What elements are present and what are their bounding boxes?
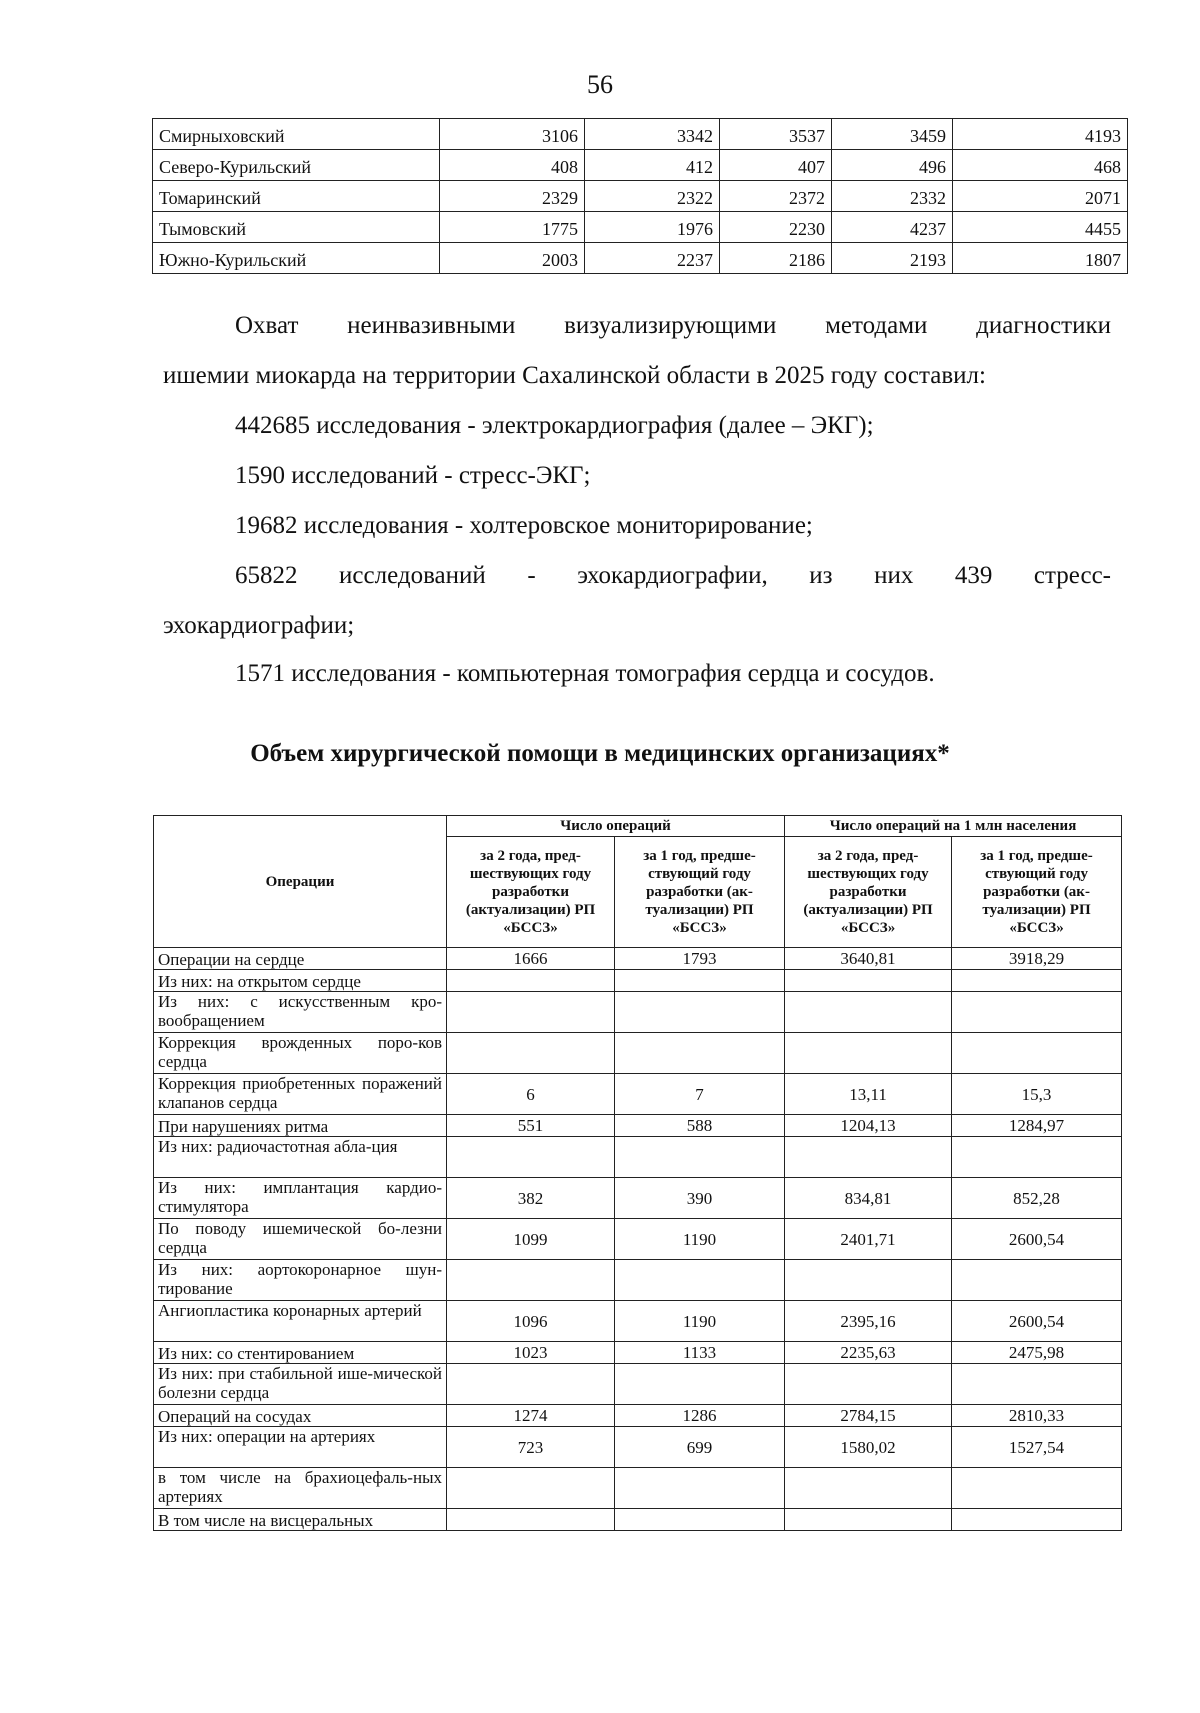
- operation-label: Операций на сосудах: [154, 1405, 447, 1427]
- paragraph-coverage-line1: Охват неинвазивными визуализирующими методами диагностики: [235, 312, 1111, 339]
- table-cell: 2401,71: [785, 1219, 952, 1260]
- table-cell: 2230: [720, 212, 832, 243]
- table-cell: 1793: [615, 948, 785, 970]
- table-cell: [952, 1364, 1122, 1405]
- page-number: 56: [587, 70, 613, 99]
- operation-label: Из них: радиочастотная абла-ция: [154, 1137, 447, 1178]
- column-header-2-years: за 2 года, пред-шествующих году разработки (актуализации) РП «БССЗ»: [447, 837, 615, 948]
- table-row: [153, 243, 1128, 274]
- column-group-operations-count: Число операций: [447, 816, 785, 837]
- table-row: [154, 1137, 1122, 1178]
- table-cell: 2332: [832, 181, 953, 212]
- table-row: [153, 212, 1128, 243]
- table-cell: 2600,54: [952, 1301, 1122, 1342]
- column-header-operations: Операции: [154, 816, 447, 948]
- operation-label: Операции на сердце: [154, 948, 447, 970]
- table-row: [153, 181, 1128, 212]
- table-cell: 2322: [585, 181, 720, 212]
- operation-label: Из них: со стентированием: [154, 1342, 447, 1364]
- table-cell: 834,81: [785, 1178, 952, 1219]
- district-name: Южно-Курильский: [153, 243, 440, 274]
- table-row: [154, 1260, 1122, 1301]
- table-cell: [615, 992, 785, 1033]
- table-cell: 6: [447, 1074, 615, 1115]
- district-name: Тымовский: [153, 212, 440, 243]
- table-row: [154, 1219, 1122, 1260]
- table-cell: 407: [720, 150, 832, 181]
- operation-label: По поводу ишемической бо-лезни сердца: [154, 1219, 447, 1260]
- table-row: [154, 1115, 1122, 1137]
- table-cell: 1976: [585, 212, 720, 243]
- table-cell: 2372: [720, 181, 832, 212]
- table-cell: [447, 970, 615, 992]
- table-cell: [615, 1033, 785, 1074]
- operation-label: Ангиопластика коронарных артерий: [154, 1301, 447, 1342]
- table-cell: [785, 970, 952, 992]
- table-cell: [447, 1137, 615, 1178]
- paragraph-ecg: 442685 исследования - электрокардиография (далее – ЭКГ);: [235, 412, 874, 439]
- table-cell: [447, 992, 615, 1033]
- operation-label: Коррекция приобретенных поражений клапанов сердца: [154, 1074, 447, 1115]
- table-cell: 1284,97: [952, 1115, 1122, 1137]
- district-table: [152, 118, 1128, 274]
- table-cell: 551: [447, 1115, 615, 1137]
- table-cell: [447, 1033, 615, 1074]
- table-cell: [447, 1468, 615, 1509]
- operation-label: Из них: на открытом сердце: [154, 970, 447, 992]
- table-cell: 723: [447, 1427, 615, 1468]
- table-cell: 1527,54: [952, 1427, 1122, 1468]
- table-cell: 4193: [953, 119, 1128, 150]
- table-cell: [952, 1468, 1122, 1509]
- table-cell: [785, 1260, 952, 1301]
- paragraph-echo-line2: эхокардиографии;: [163, 612, 355, 639]
- table-cell: 1133: [615, 1342, 785, 1364]
- section-title: Объем хирургической помощи в медицинских организациях*: [250, 740, 950, 767]
- paragraph-stress-ecg: 1590 исследований - стресс-ЭКГ;: [235, 462, 591, 489]
- table-cell: 1096: [447, 1301, 615, 1342]
- table-row: [154, 1364, 1122, 1405]
- table-cell: [615, 1260, 785, 1301]
- table-cell: 2235,63: [785, 1342, 952, 1364]
- table-row: [154, 1405, 1122, 1427]
- table-row: [154, 1509, 1122, 1531]
- table-cell: 4237: [832, 212, 953, 243]
- operation-label: При нарушениях ритма: [154, 1115, 447, 1137]
- table-cell: [447, 1364, 615, 1405]
- table-row: [153, 119, 1128, 150]
- column-header-1-year: за 1 год, предше-ствующий году разработки (ак-туализации) РП «БССЗ»: [615, 837, 785, 948]
- table-cell: 2600,54: [952, 1219, 1122, 1260]
- table-cell: 1190: [615, 1301, 785, 1342]
- operation-label: Из них: при стабильной ише-мической болезни сердца: [154, 1364, 447, 1405]
- table-row: [154, 948, 1122, 970]
- table-cell: 1286: [615, 1405, 785, 1427]
- district-name: Северо-Курильский: [153, 150, 440, 181]
- table-cell: [785, 1468, 952, 1509]
- table-cell: 2395,16: [785, 1301, 952, 1342]
- table-cell: 2071: [953, 181, 1128, 212]
- table-cell: [785, 1033, 952, 1074]
- paragraph-holter: 19682 исследования - холтеровское мониторирование;: [235, 512, 813, 539]
- table-cell: 468: [953, 150, 1128, 181]
- surgery-table-body: [154, 948, 1122, 1531]
- table-cell: 3459: [832, 119, 953, 150]
- table-cell: 3106: [440, 119, 585, 150]
- table-cell: 15,3: [952, 1074, 1122, 1115]
- table-cell: 1023: [447, 1342, 615, 1364]
- column-header-2-years-per-million: за 2 года, пред-шествующих году разработки (актуализации) РП «БССЗ»: [785, 837, 952, 948]
- table-cell: [615, 1509, 785, 1531]
- district-name: Томаринский: [153, 181, 440, 212]
- table-cell: [615, 1364, 785, 1405]
- table-cell: [615, 1137, 785, 1178]
- table-cell: 7: [615, 1074, 785, 1115]
- table-cell: 1274: [447, 1405, 615, 1427]
- table-row: [154, 1427, 1122, 1468]
- table-cell: 4455: [953, 212, 1128, 243]
- operation-label: Из них: имплантация кардио-стимулятора: [154, 1178, 447, 1219]
- table-cell: [785, 1509, 952, 1531]
- table-cell: 699: [615, 1427, 785, 1468]
- table-cell: [952, 992, 1122, 1033]
- table-cell: 2193: [832, 243, 953, 274]
- paragraph-ct: 1571 исследования - компьютерная томография сердца и сосудов.: [235, 660, 935, 687]
- table-cell: 588: [615, 1115, 785, 1137]
- table-cell: 2329: [440, 181, 585, 212]
- table-cell: 2003: [440, 243, 585, 274]
- table-cell: [785, 1364, 952, 1405]
- table-cell: 1204,13: [785, 1115, 952, 1137]
- operation-label: Из них: операции на артериях: [154, 1427, 447, 1468]
- table-cell: 412: [585, 150, 720, 181]
- table-cell: 382: [447, 1178, 615, 1219]
- paragraph-echo-line1: 65822 исследований - эхокардиографии, из них 439 стресс-: [235, 562, 1111, 589]
- table-header-row: [154, 816, 1122, 837]
- column-group-per-million: Число операций на 1 млн населения: [785, 816, 1122, 837]
- table-cell: 13,11: [785, 1074, 952, 1115]
- table-row: [153, 150, 1128, 181]
- operation-label: Из них: аортокоронарное шун-тирование: [154, 1260, 447, 1301]
- table-cell: 852,28: [952, 1178, 1122, 1219]
- column-header-1-year-per-million: за 1 год, предше-ствующий году разработки (ак-туализации) РП «БССЗ»: [952, 837, 1122, 948]
- table-row: [154, 970, 1122, 992]
- surgery-table: [153, 815, 1122, 1531]
- table-cell: [447, 1509, 615, 1531]
- table-cell: 1807: [953, 243, 1128, 274]
- operation-label: Коррекция врожденных поро-ков сердца: [154, 1033, 447, 1074]
- table-cell: [952, 970, 1122, 992]
- table-cell: 1775: [440, 212, 585, 243]
- table-row: [154, 1178, 1122, 1219]
- table-row: [154, 1074, 1122, 1115]
- table-cell: 496: [832, 150, 953, 181]
- table-cell: 1580,02: [785, 1427, 952, 1468]
- table-cell: 2237: [585, 243, 720, 274]
- table-cell: 3537: [720, 119, 832, 150]
- operation-label: в том числе на брахиоцефаль-ных артериях: [154, 1468, 447, 1509]
- table-cell: [952, 1137, 1122, 1178]
- table-cell: [615, 970, 785, 992]
- table-cell: 3342: [585, 119, 720, 150]
- operation-label: Из них: с искусственным кро-вообращением: [154, 992, 447, 1033]
- table-cell: 2810,33: [952, 1405, 1122, 1427]
- table-cell: [785, 1137, 952, 1178]
- operation-label: В том числе на висцеральных: [154, 1509, 447, 1531]
- table-cell: 3640,81: [785, 948, 952, 970]
- table-row: [154, 1342, 1122, 1364]
- table-cell: [952, 1260, 1122, 1301]
- table-cell: [952, 1509, 1122, 1531]
- table-cell: [615, 1468, 785, 1509]
- table-cell: 408: [440, 150, 585, 181]
- table-row: [154, 992, 1122, 1033]
- table-row: [154, 1301, 1122, 1342]
- table-cell: 1666: [447, 948, 615, 970]
- table-cell: 2186: [720, 243, 832, 274]
- paragraph-coverage-line2: ишемии миокарда на территории Сахалинской области в 2025 году составил:: [163, 362, 986, 389]
- table-cell: [952, 1033, 1122, 1074]
- table-cell: [785, 992, 952, 1033]
- table-cell: 2784,15: [785, 1405, 952, 1427]
- table-cell: 3918,29: [952, 948, 1122, 970]
- table-row: [154, 1033, 1122, 1074]
- table-cell: 1099: [447, 1219, 615, 1260]
- table-cell: 390: [615, 1178, 785, 1219]
- table-cell: 1190: [615, 1219, 785, 1260]
- district-name: Смирныховский: [153, 119, 440, 150]
- table-cell: [447, 1260, 615, 1301]
- table-row: [154, 1468, 1122, 1509]
- table-cell: 2475,98: [952, 1342, 1122, 1364]
